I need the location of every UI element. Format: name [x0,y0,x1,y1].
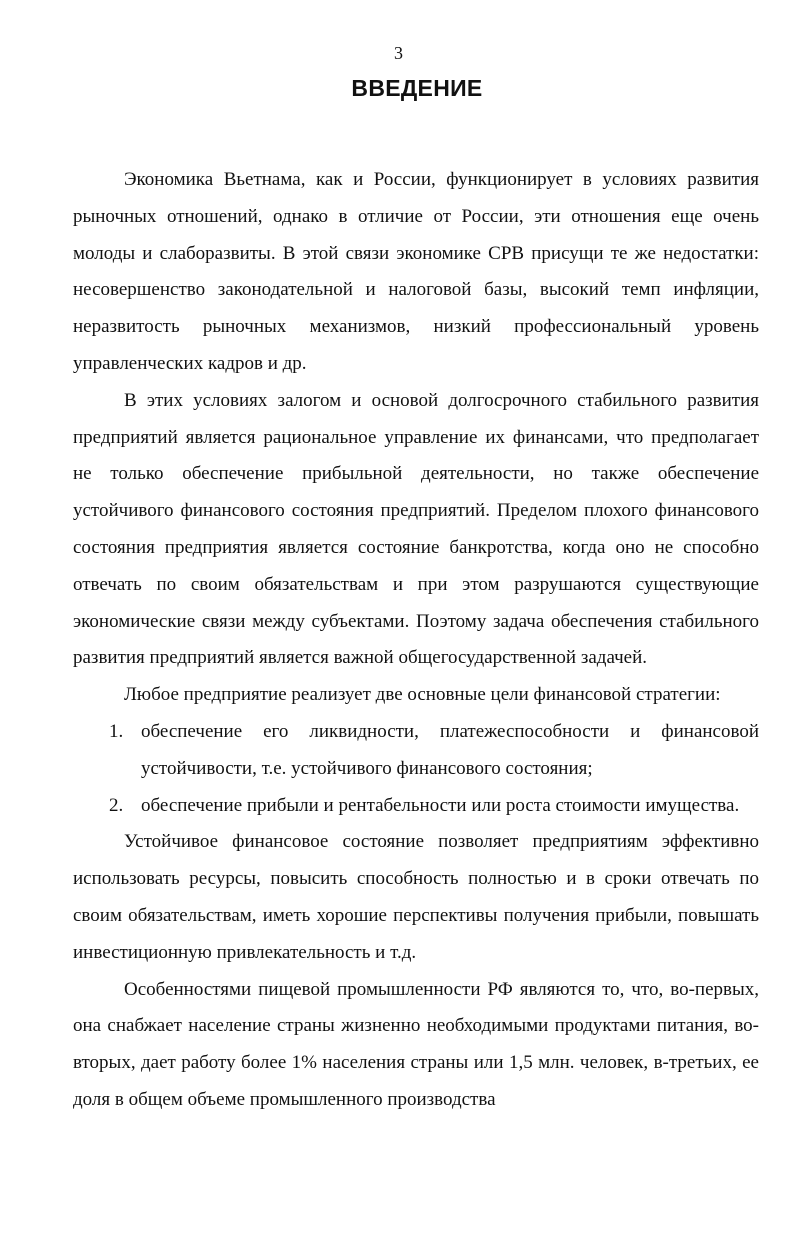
list-item-text: обеспечение прибыли и рентабельности или роста стоимости имущества. [141,794,740,816]
paragraph-conditions: В этих условиях залогом и основой долгосрочного стабильного развития предприятий является рациональное управление их финансами, что предполагает не только обеспечение прибыльной деятельности, но также обеспечение устойчивого финансового состояния предприятий. Пределом плохого финансового состояния предприятия является состояние банкротства, когда оно не способно отвечать по своим обязательствам и при этом разрушаются существующие экономические связи между субъектами. Поэтому задача обеспечения стабильного развития предприятий является важной общегосударственной задачей. [73,389,759,669]
list-item-number: 1. [109,720,124,742]
paragraph-financial-state: Устойчивое финансовое состояние позволяет предприятиям эффективно использовать ресурсы, повысить способность полностью и в сроки отвечать по своим обязательствам, иметь хорошие перспективы получения прибыли, повышать инвестиционную привлекательность и т.д. [73,831,759,963]
body-text [73,162,759,1119]
goals-list [73,714,759,824]
page-number: 3 [394,43,403,63]
list-item-number: 2. [109,794,124,816]
paragraph-goals-intro: Любое предприятие реализует две основные цели финансовой стратегии: [124,684,721,706]
list-item [73,714,759,788]
page-title: ВВЕДЕНИЕ [351,75,483,101]
paragraph-food-industry: Особенностями пищевой промышленности РФ являются то, что, во-первых, она снабжает население страны жизненно необходимыми продуктами питания, во-вторых, дает работу более 1% населения страны или 1,5 млн. человек, в-третьих, ее доля в общем объеме промышленного производства [73,978,759,1110]
paragraph-intro: Экономика Вьетнама, как и России, функционирует в условиях развития рыночных отношений, однако в отличие от России, эти отношения еще очень молоды и слаборазвиты. В этой связи экономике СРВ присущи те же недостатки: несовершенство законодательной и налоговой базы, высокий темп инфляции, неразвитость рыночных механизмов, низкий профессиональный уровень управленческих кадров и др. [73,169,759,374]
list-item [73,788,759,825]
list-item-text: обеспечение его ликвидности, платежеспособности и финансовой устойчивости, т.е. устойчивого финансового состояния; [141,720,759,779]
